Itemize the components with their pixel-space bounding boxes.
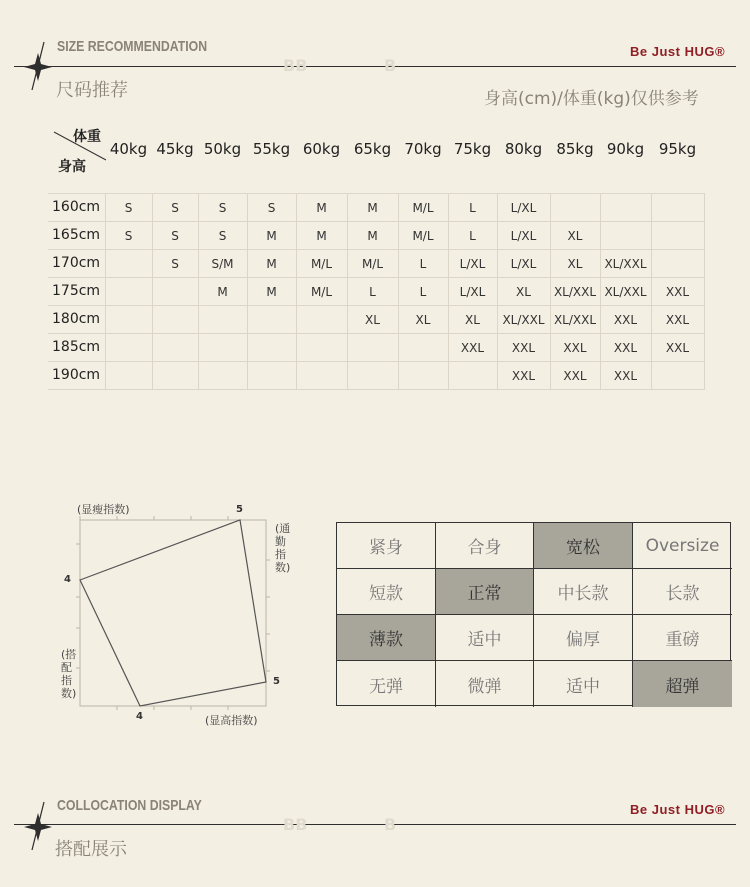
weight-header: 75kg bbox=[453, 140, 492, 158]
ghost-logo-left: BB bbox=[283, 56, 308, 75]
size-cell: S/M bbox=[211, 257, 234, 271]
size-table bbox=[0, 120, 750, 400]
attribute-cell-selected: 薄款 bbox=[337, 615, 436, 661]
size-cell: S bbox=[124, 229, 133, 243]
size-cell: S bbox=[218, 229, 227, 243]
table-gridline bbox=[48, 249, 705, 250]
ghost-logo-right: B bbox=[384, 56, 397, 75]
section-title: COLLOCATION DISPLAY bbox=[57, 797, 202, 814]
size-cell: L bbox=[419, 257, 427, 271]
height-row-label: 165cm bbox=[52, 227, 101, 243]
height-row-label: 180cm bbox=[52, 311, 101, 327]
weight-header: 80kg bbox=[504, 140, 543, 158]
size-cell: XL bbox=[465, 313, 480, 327]
corner-height-label: 身高 bbox=[58, 159, 86, 175]
size-cell: S bbox=[171, 229, 179, 243]
size-cell: XXL bbox=[563, 341, 587, 355]
radar-label-height: (显高指数) bbox=[205, 714, 258, 727]
size-cell: L bbox=[369, 285, 376, 299]
radar-label-slimming: (显瘦指数) bbox=[77, 503, 130, 516]
size-cell: XXL bbox=[665, 341, 690, 355]
table-gridline bbox=[48, 333, 705, 334]
size-cell: XXL bbox=[511, 369, 536, 383]
size-cell: XXL bbox=[563, 369, 587, 383]
attribute-cell: 微弹 bbox=[436, 661, 534, 707]
corner-weight-label: 体重 bbox=[73, 129, 101, 145]
size-cell: XXL bbox=[665, 313, 690, 327]
height-row-label: 175cm bbox=[52, 283, 101, 299]
size-cell: XXL bbox=[460, 341, 485, 355]
attribute-cell-selected: 宽松 bbox=[534, 523, 633, 569]
header-rule bbox=[14, 66, 736, 67]
size-cell: S bbox=[218, 201, 227, 215]
table-gridline bbox=[48, 193, 705, 194]
radar-value-bottom: 4 bbox=[136, 711, 143, 722]
weight-header: 70kg bbox=[404, 140, 442, 158]
index-radar-chart bbox=[55, 498, 295, 728]
size-cell: M/L bbox=[310, 285, 333, 299]
radar-label-matching: (搭配指数) bbox=[61, 648, 77, 700]
weight-header: 40kg bbox=[109, 140, 148, 158]
ghost-logo-left: BB bbox=[283, 815, 308, 834]
radar-frame bbox=[80, 520, 266, 706]
size-cell: M/L bbox=[412, 201, 434, 215]
height-row-label: 170cm bbox=[52, 255, 101, 271]
attribute-cell: 合身 bbox=[436, 523, 534, 569]
attribute-cell: 适中 bbox=[534, 661, 633, 707]
attribute-cell: 长款 bbox=[633, 569, 732, 615]
size-cell: XL bbox=[567, 229, 583, 243]
table-gridline bbox=[48, 221, 705, 222]
size-cell: XL/XXL bbox=[604, 257, 647, 271]
height-row-label: 185cm bbox=[52, 339, 101, 355]
ghost-logo-right: B bbox=[384, 815, 397, 834]
size-cell: L/XL bbox=[510, 201, 537, 215]
attribute-cell: 适中 bbox=[436, 615, 534, 661]
attribute-cell-selected: 超弹 bbox=[633, 661, 732, 707]
attribute-cell: Oversize bbox=[633, 523, 732, 569]
size-cell: XL/XXL bbox=[604, 285, 647, 299]
weight-header: 85kg bbox=[556, 140, 594, 158]
radar-value-right: 5 bbox=[273, 676, 280, 687]
attribute-cell: 无弹 bbox=[337, 661, 436, 707]
size-cell: XXL bbox=[613, 369, 638, 383]
section-header-collocation bbox=[0, 760, 750, 870]
size-cell: L bbox=[469, 229, 476, 243]
radar-label-commute: (通勤指数) bbox=[275, 522, 291, 574]
reference-note: 身高(cm)/体重(kg)仅供参考 bbox=[484, 89, 699, 109]
brand-logo: Be Just HUG® bbox=[630, 802, 726, 817]
weight-header: 95kg bbox=[658, 140, 697, 158]
height-row-label: 160cm bbox=[52, 199, 101, 215]
weight-header: 90kg bbox=[606, 140, 645, 158]
size-cell: XL/XXL bbox=[553, 285, 597, 299]
sparkle-icon bbox=[22, 800, 52, 852]
table-gridline bbox=[48, 361, 705, 362]
brand-logo: Be Just HUG® bbox=[630, 44, 726, 59]
attribute-cell: 偏厚 bbox=[534, 615, 633, 661]
size-cell: XL/XXL bbox=[553, 313, 597, 327]
attribute-grid bbox=[336, 522, 731, 706]
radar-value-left: 4 bbox=[64, 574, 71, 585]
size-cell: L/XL bbox=[510, 229, 537, 243]
table-gridline bbox=[48, 389, 705, 390]
size-cell: M bbox=[217, 285, 228, 299]
size-cell: M bbox=[316, 201, 327, 215]
radar-svg bbox=[55, 498, 295, 728]
section-subtitle: 尺码推荐 bbox=[56, 80, 128, 101]
size-cell: XXL bbox=[511, 341, 536, 355]
attribute-cell: 重磅 bbox=[633, 615, 732, 661]
attribute-cell: 短款 bbox=[337, 569, 436, 615]
size-cell: S bbox=[267, 201, 276, 215]
size-cell: L/XL bbox=[459, 285, 486, 299]
weight-header: 50kg bbox=[203, 140, 242, 158]
size-cell: XL bbox=[365, 313, 380, 327]
radar-value-top: 5 bbox=[236, 504, 243, 515]
attribute-cell: 紧身 bbox=[337, 523, 436, 569]
table-gridline bbox=[48, 277, 705, 278]
height-row-label: 190cm bbox=[52, 367, 101, 383]
weight-header: 55kg bbox=[252, 140, 291, 158]
size-cell: M bbox=[316, 229, 327, 243]
size-cell: S bbox=[171, 201, 179, 215]
size-cell: XXL bbox=[613, 341, 638, 355]
size-cell: XXL bbox=[665, 285, 690, 299]
weight-header: 65kg bbox=[353, 140, 392, 158]
size-cell: XL/XXL bbox=[502, 313, 545, 327]
size-cell: L/XL bbox=[510, 257, 537, 271]
size-cell: M bbox=[367, 201, 378, 215]
size-cell: S bbox=[124, 201, 133, 215]
size-cell: L bbox=[419, 285, 427, 299]
attribute-cell-selected: 正常 bbox=[436, 569, 534, 615]
size-cell: XL bbox=[415, 313, 431, 327]
size-cell: M bbox=[266, 285, 277, 299]
size-cell: XL bbox=[516, 285, 531, 299]
size-cell: XXL bbox=[613, 313, 638, 327]
weight-header: 60kg bbox=[302, 140, 341, 158]
size-cell: M/L bbox=[310, 257, 333, 271]
size-cell: L/XL bbox=[459, 257, 486, 271]
size-cell: XL bbox=[567, 257, 583, 271]
section-subtitle: 搭配展示 bbox=[55, 839, 127, 860]
size-cell: M bbox=[266, 257, 277, 271]
radar-shape bbox=[80, 520, 266, 706]
size-cell: M/L bbox=[412, 229, 434, 243]
header-rule bbox=[14, 824, 736, 825]
size-cell: S bbox=[171, 257, 179, 271]
size-cell: M bbox=[367, 229, 378, 243]
section-title: SIZE RECOMMENDATION bbox=[57, 38, 208, 55]
table-gridline bbox=[48, 305, 705, 306]
size-cell: L bbox=[469, 201, 476, 215]
attribute-cell: 中长款 bbox=[534, 569, 633, 615]
size-cell: M/L bbox=[361, 257, 384, 271]
size-cell: M bbox=[266, 229, 277, 243]
weight-header: 45kg bbox=[156, 140, 194, 158]
